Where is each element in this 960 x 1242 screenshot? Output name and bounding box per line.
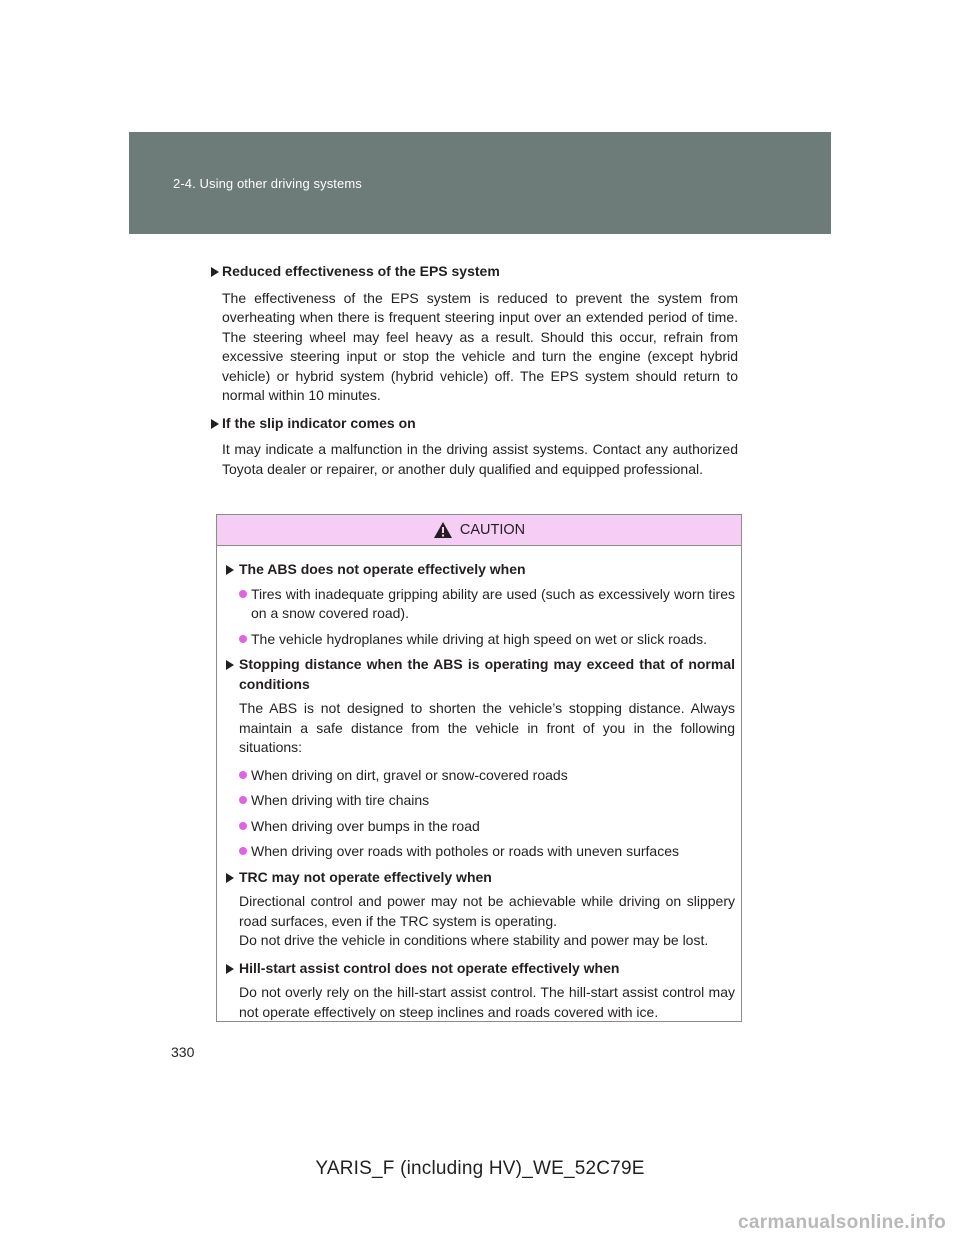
list-item: When driving with tire chains (239, 791, 735, 811)
caution-box (216, 514, 742, 1022)
caution-heading: The ABS does not operate effectively when (239, 560, 735, 580)
main-content (222, 262, 738, 487)
bullet-dot-icon (239, 822, 247, 830)
list-item: Tires with inadequate gripping ability are used (such as excessively worn tires on a snow covered road). (239, 585, 735, 624)
square-bullet-icon (211, 419, 219, 429)
content-paragraph: It may indicate a malfunction in the driving assist systems. Contact any authorized Toyota dealer or repairer, or another duly qualified and equipped professional. (222, 441, 738, 477)
document-footer: YARIS_F (including HV)_WE_52C79E (315, 1158, 645, 1179)
square-bullet-icon (226, 873, 234, 883)
caution-heading: TRC may not operate effectively when (239, 868, 735, 888)
content-heading: If the slip indicator comes on (222, 414, 738, 434)
list-item: When driving on dirt, gravel or snow-covered roads (239, 766, 735, 786)
caution-title: CAUTION (459, 522, 526, 538)
list-item: When driving over roads with potholes or roads with uneven surfaces (239, 842, 735, 862)
watermark: carmanualsonline.info (738, 1212, 946, 1233)
caution-heading: Stopping distance when the ABS is operating may exceed that of normal conditions (239, 655, 735, 694)
list-item: When driving over bumps in the road (239, 817, 735, 837)
section-title: 2-4. Using other driving systems (173, 176, 362, 191)
bullet-dot-icon (239, 590, 247, 598)
content-heading: Reduced effectiveness of the EPS system (222, 262, 738, 282)
caution-paragraph: The ABS is not designed to shorten the vehicle’s stopping distance. Always maintain a safe distance from the vehicle in front of you in the following situations: (239, 700, 735, 755)
content-paragraph: The effectiveness of the EPS system is reduced to prevent the system from overheating when there is frequent steering input over an extended period of time. The steering wheel may feel heavy as a result. Should this occur, refrain from excessive steering input or stop the vehicle and turn the engine (except hybrid vehicle) or hybrid system (hybrid vehicle) off. The EPS system should return to normal within 10 minutes. (222, 289, 738, 403)
caution-paragraph: Directional control and power may not be achievable while driving on slippery road surfaces, even if the TRC system is operating. (239, 893, 735, 929)
bullet-dot-icon (239, 635, 247, 643)
caution-body (217, 546, 741, 1022)
square-bullet-icon (226, 964, 234, 974)
warning-triangle-icon (433, 521, 453, 539)
caution-header (217, 515, 741, 546)
square-bullet-icon (211, 267, 219, 277)
square-bullet-icon (226, 565, 234, 575)
caution-paragraph: Do not drive the vehicle in conditions where stability and power may be lost. (239, 932, 709, 948)
square-bullet-icon (226, 660, 234, 670)
bullet-dot-icon (239, 771, 247, 779)
caution-paragraph: Do not overly rely on the hill-start assist control. The hill-start assist control may not operate effectively on steep inclines and roads covered with ice. (239, 984, 735, 1020)
bullet-dot-icon (239, 796, 247, 804)
page-number: 330 (171, 1044, 195, 1060)
list-item: The vehicle hydroplanes while driving at high speed on wet or slick roads. (239, 630, 735, 650)
caution-heading: Hill-start assist control does not operate effectively when (239, 959, 735, 979)
bullet-dot-icon (239, 847, 247, 855)
